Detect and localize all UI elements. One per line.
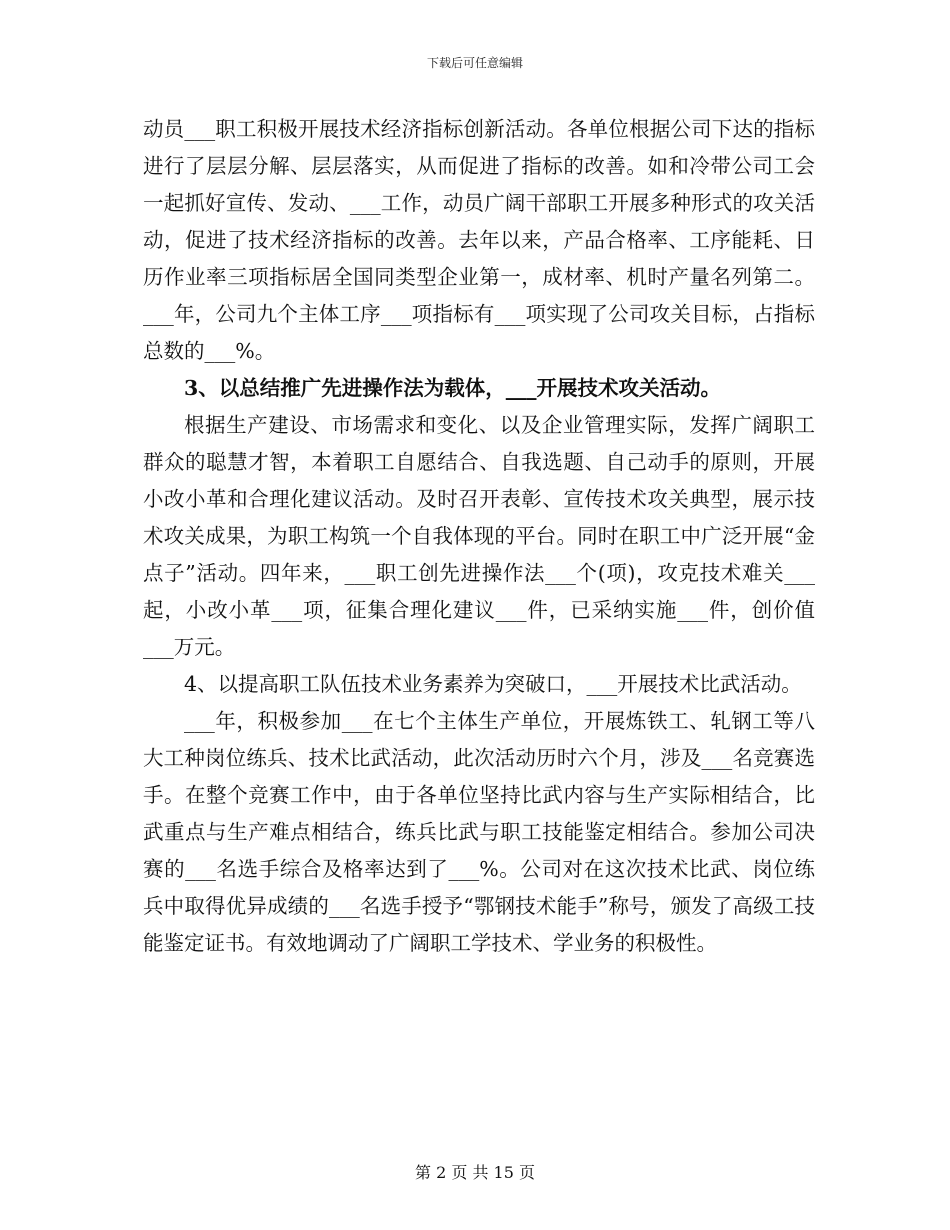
paragraph-continuation: 动员___职工积极开展技术经济指标创新活动。各单位根据公司下达的指标进行了层层分解、层层落实，从而促进了指标的改善。如和冷带公司工会一起抓好宣传、发动、___工作，动员广阔干部职工开展多种形式的攻关活动，促进了技术经济指标的改善。去年以来，产品合格率、工序能耗、日历作业率三项指标居全国同类型企业第一，成材率、机时产量名列第二。___年，公司九个主体工序___项指标有___项实现了公司攻关目标，占指标总数的___%。: [143, 117, 815, 363]
section-heading-3: 3、以总结推广先进操作法为载体，___开展技术攻关活动。: [184, 376, 722, 400]
page-header-note: 下载后可任意编辑: [426, 56, 523, 70]
section-heading-4: 4、以提高职工队伍技术业务素养为突破口，___开展技术比武活动。: [184, 672, 802, 696]
page-number: 第 2 页 共 15 页: [415, 1163, 535, 1182]
paragraph-section-3-body: 根据生产建设、市场需求和变化、以及企业管理实际，发挥广阔职工群众的聪慧才智，本着职工自愿结合、自我选题、自己动手的原则，开展小改小革和合理化建议活动。及时召开表彰、宣传技术攻关典型，展示技术攻关成果，为职工构筑一个自我体现的平台。同时在职工中广泛开展“金点子”活动。四年来，___职工创先进操作法___个(项)，攻克技术难关___起，小改小革___项，征集合理化建议___件，已采纳实施___件，创价值___万元。: [143, 413, 815, 659]
document-body: [143, 111, 815, 962]
paragraph-section-4-body: ___年，积极参加___在七个主体生产单位，开展炼铁工、轧钢工等八大工种岗位练兵、技术比武活动，此次活动历时六个月，涉及___名竞赛选手。在整个竞赛工作中，由于各单位坚持比武内容与生产实际相结合，比武重点与生产难点相结合，练兵比武与职工技能鉴定相结合。参加公司决赛的___名选手综合及格率达到了___%。公司对在这次技术比武、岗位练兵中取得优异成绩的___名选手授予“鄂钢技术能手”称号，颁发了高级工技能鉴定证书。有效地调动了广阔职工学技术、学业务的积极性。: [143, 709, 815, 955]
